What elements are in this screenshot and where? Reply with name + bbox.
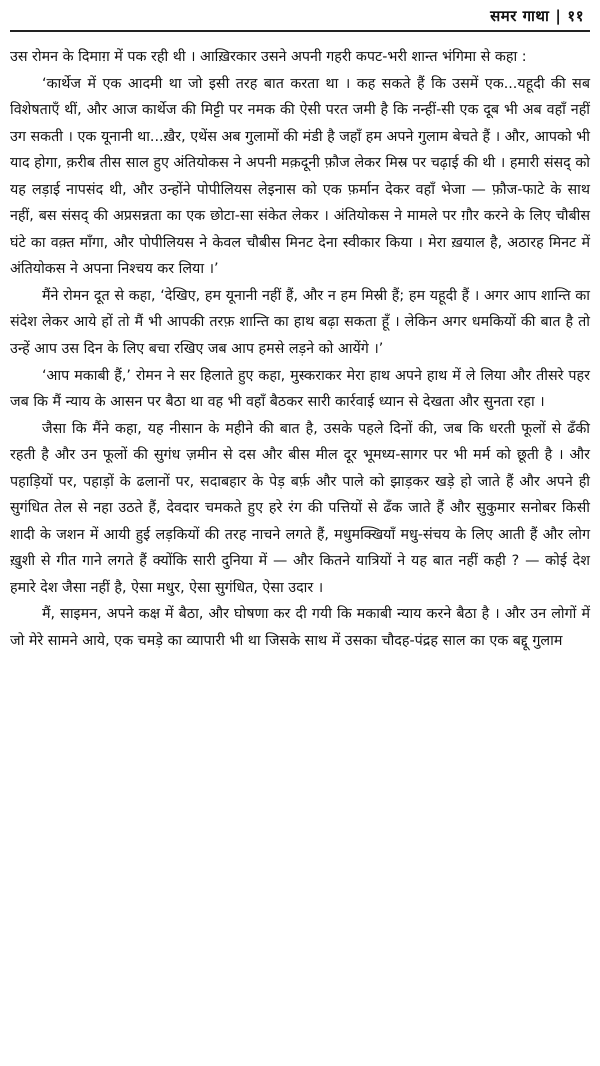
paragraph: ‘आप मकाबी हैं,’ रोमन ने सर हिलाते हुए कहा, मुस्कराकर मेरा हाथ अपने हाथ में ले लिया और तीसरे पहर जब कि मैं न्याय के आसन पर बैठा था वह भी वहाँ बैठकर सारी कार्रवाई ध्यान से देखता और सुनता रहा । xyxy=(10,367,590,411)
paragraph: उस रोमन के दिमाग़ में पक रही थी । आख़िरकार उसने अपनी गहरी कपट-भरी शान्त भंगिमा से कहा : xyxy=(10,49,527,65)
body-text xyxy=(10,44,590,655)
paragraph: मैं, साइमन, अपने कक्ष में बैठा, और घोषणा कर दी गयी कि मकाबी न्याय करने बैठा है । और उन लोगों में जो मेरे सामने आये, एक चमड़े का व्यापारी भी था जिसके साथ में उसका चौदह-पंद्रह साल का एक बद्दू गुलाम xyxy=(10,606,590,650)
header-rule xyxy=(10,30,590,32)
paragraph: मैंने रोमन दूत से कहा, ‘देखिए, हम यूनानी नहीं हैं, और न हम मिस्री हैं; हम यहूदी हैं । अगर आप शान्ति का संदेश लेकर आये हों तो मैं भी आपकी तरफ़ शान्ति का हाथ बढ़ा सकता हूँ । लेकिन अगर धमकियों की बात है तो उन्हें आप उस दिन के लिए बचा रखिए जब आप हमसे लड़ने को आयेंगे ।’ xyxy=(10,287,590,358)
header-separator: | xyxy=(555,7,562,25)
running-header xyxy=(490,6,584,26)
paragraph: ‘कार्थेज में एक आदमी था जो इसी तरह बात करता था । कह सकते हैं कि उसमें एक...यहूदी की सब विशेषताएँ थीं, और आज कार्थेज की मिट्टी पर नमक की ऐसी परत जमी है कि नन्हीं-सी एक दूब भी अब वहाँ नहीं उग सकती । एक यूनानी था...ख़ैर, एथेंस अब गुलामों की मंडी है जहाँ हम अपने गुलाम बेचते हैं । और, आपको भी याद होगा, क़रीब तीस साल हुए अंतियोकस ने अपनी मक़दूनी फ़ौज लेकर मिस्र पर चढ़ाई की थी । हमारी संसद् को यह लड़ाई नापसंद थी, और उन्होंने पोपीलियस लेइनास को एक फ़र्मान देकर वहाँ भेजा — फ़ौज-फाटे के साथ नहीं, बस संसद् की अप्रसन्नता का एक छोटा-सा संकेत लेकर । अंतियोकस ने मामले पर ग़ौर करने के लिए चौबीस घंटे का वक़्त माँगा, और पोपीलियस ने केवल चौबीस मिनट देना स्वीकार किया । मेरा ख़याल है, अठारह मिनट में अंतियोकस ने अपना निश्चय कर लिया ।’ xyxy=(10,75,590,278)
paragraph: जैसा कि मैंने कहा, यह नीसान के महीने की बात है, उसके पहले दिनों की, जब कि धरती फूलों से ढँकी रहती है और उन फूलों की सुगंध ज़मीन से दस और बीस मील दूर भूमध्य-सागर पर भी मर्म को छूती है । और पहाड़ियों पर, पहाड़ों के ढलानों पर, सदाबहार के पेड़ बर्फ़ और पाले को झाड़कर खड़े हो जाते हैं और अपने ही सुगंधित तेल से नहा उठते हैं, देवदार चमकते हुए हरे रंग की पत्तियों से ढँक जाते हैं और सुकुमार सनोबर किसी शादी के जशन में आयी हुई लड़कियों की तरह नाचने लगते हैं, मधुमक्खियाँ मधु-संचय के लिए आती हैं और लोग ख़ुशी से गीत गाने लगते हैं क्योंकि सारी दुनिया में — और कितने यात्रियों ने यह बात नहीं कही ? — कोई देश हमारे देश जैसा नहीं है, ऐसा मधुर, ऐसा सुगंधित, ऐसा उदार । xyxy=(10,420,590,596)
page-number: ११ xyxy=(567,7,584,25)
running-title: समर गाथा xyxy=(490,7,550,25)
